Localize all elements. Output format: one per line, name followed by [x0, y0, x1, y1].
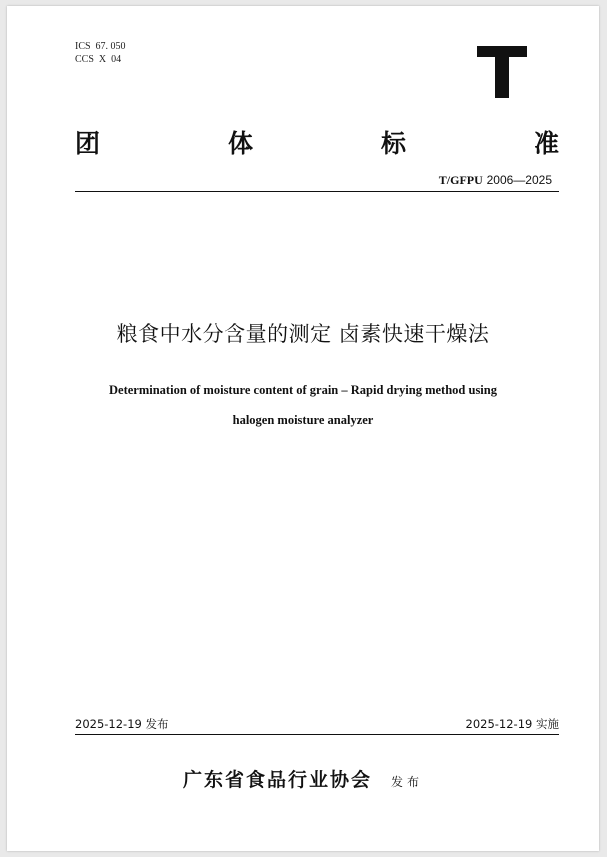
title-english-line1: Determination of moisture content of grain – Rapid drying method using — [109, 383, 497, 397]
standard-code-prefix: T/GFPU — [438, 173, 483, 187]
document-page — [7, 6, 599, 851]
title-english — [7, 375, 599, 435]
publisher-org: 广东省食品行业协会 — [182, 769, 372, 791]
t-logo-icon — [477, 46, 527, 98]
top-divider — [75, 191, 559, 192]
standard-code-number: 2006—2025 — [486, 173, 552, 187]
classification-codes — [75, 40, 126, 66]
title-english-line2: halogen moisture analyzer — [232, 413, 374, 427]
bottom-divider — [75, 734, 559, 735]
date-row — [75, 716, 559, 732]
ccs-code: CCS X 04 — [75, 54, 122, 65]
publisher-action: 发布 — [391, 775, 424, 789]
implement-date: 2025-12-19 实施 — [465, 717, 559, 731]
title-chinese: 粮食中水分含量的测定 卤素快速干燥法 — [116, 322, 490, 346]
standard-type-char: 体 — [227, 129, 253, 158]
standard-type-char: 标 — [380, 129, 406, 158]
standard-type — [75, 124, 559, 160]
standard-type-char: 准 — [533, 129, 559, 158]
publish-date: 2025-12-19 发布 — [75, 717, 169, 731]
standard-code — [439, 173, 552, 188]
publisher — [7, 765, 599, 792]
standard-type-char: 团 — [75, 129, 101, 158]
ics-code: ICS 67. 050 — [75, 41, 126, 52]
